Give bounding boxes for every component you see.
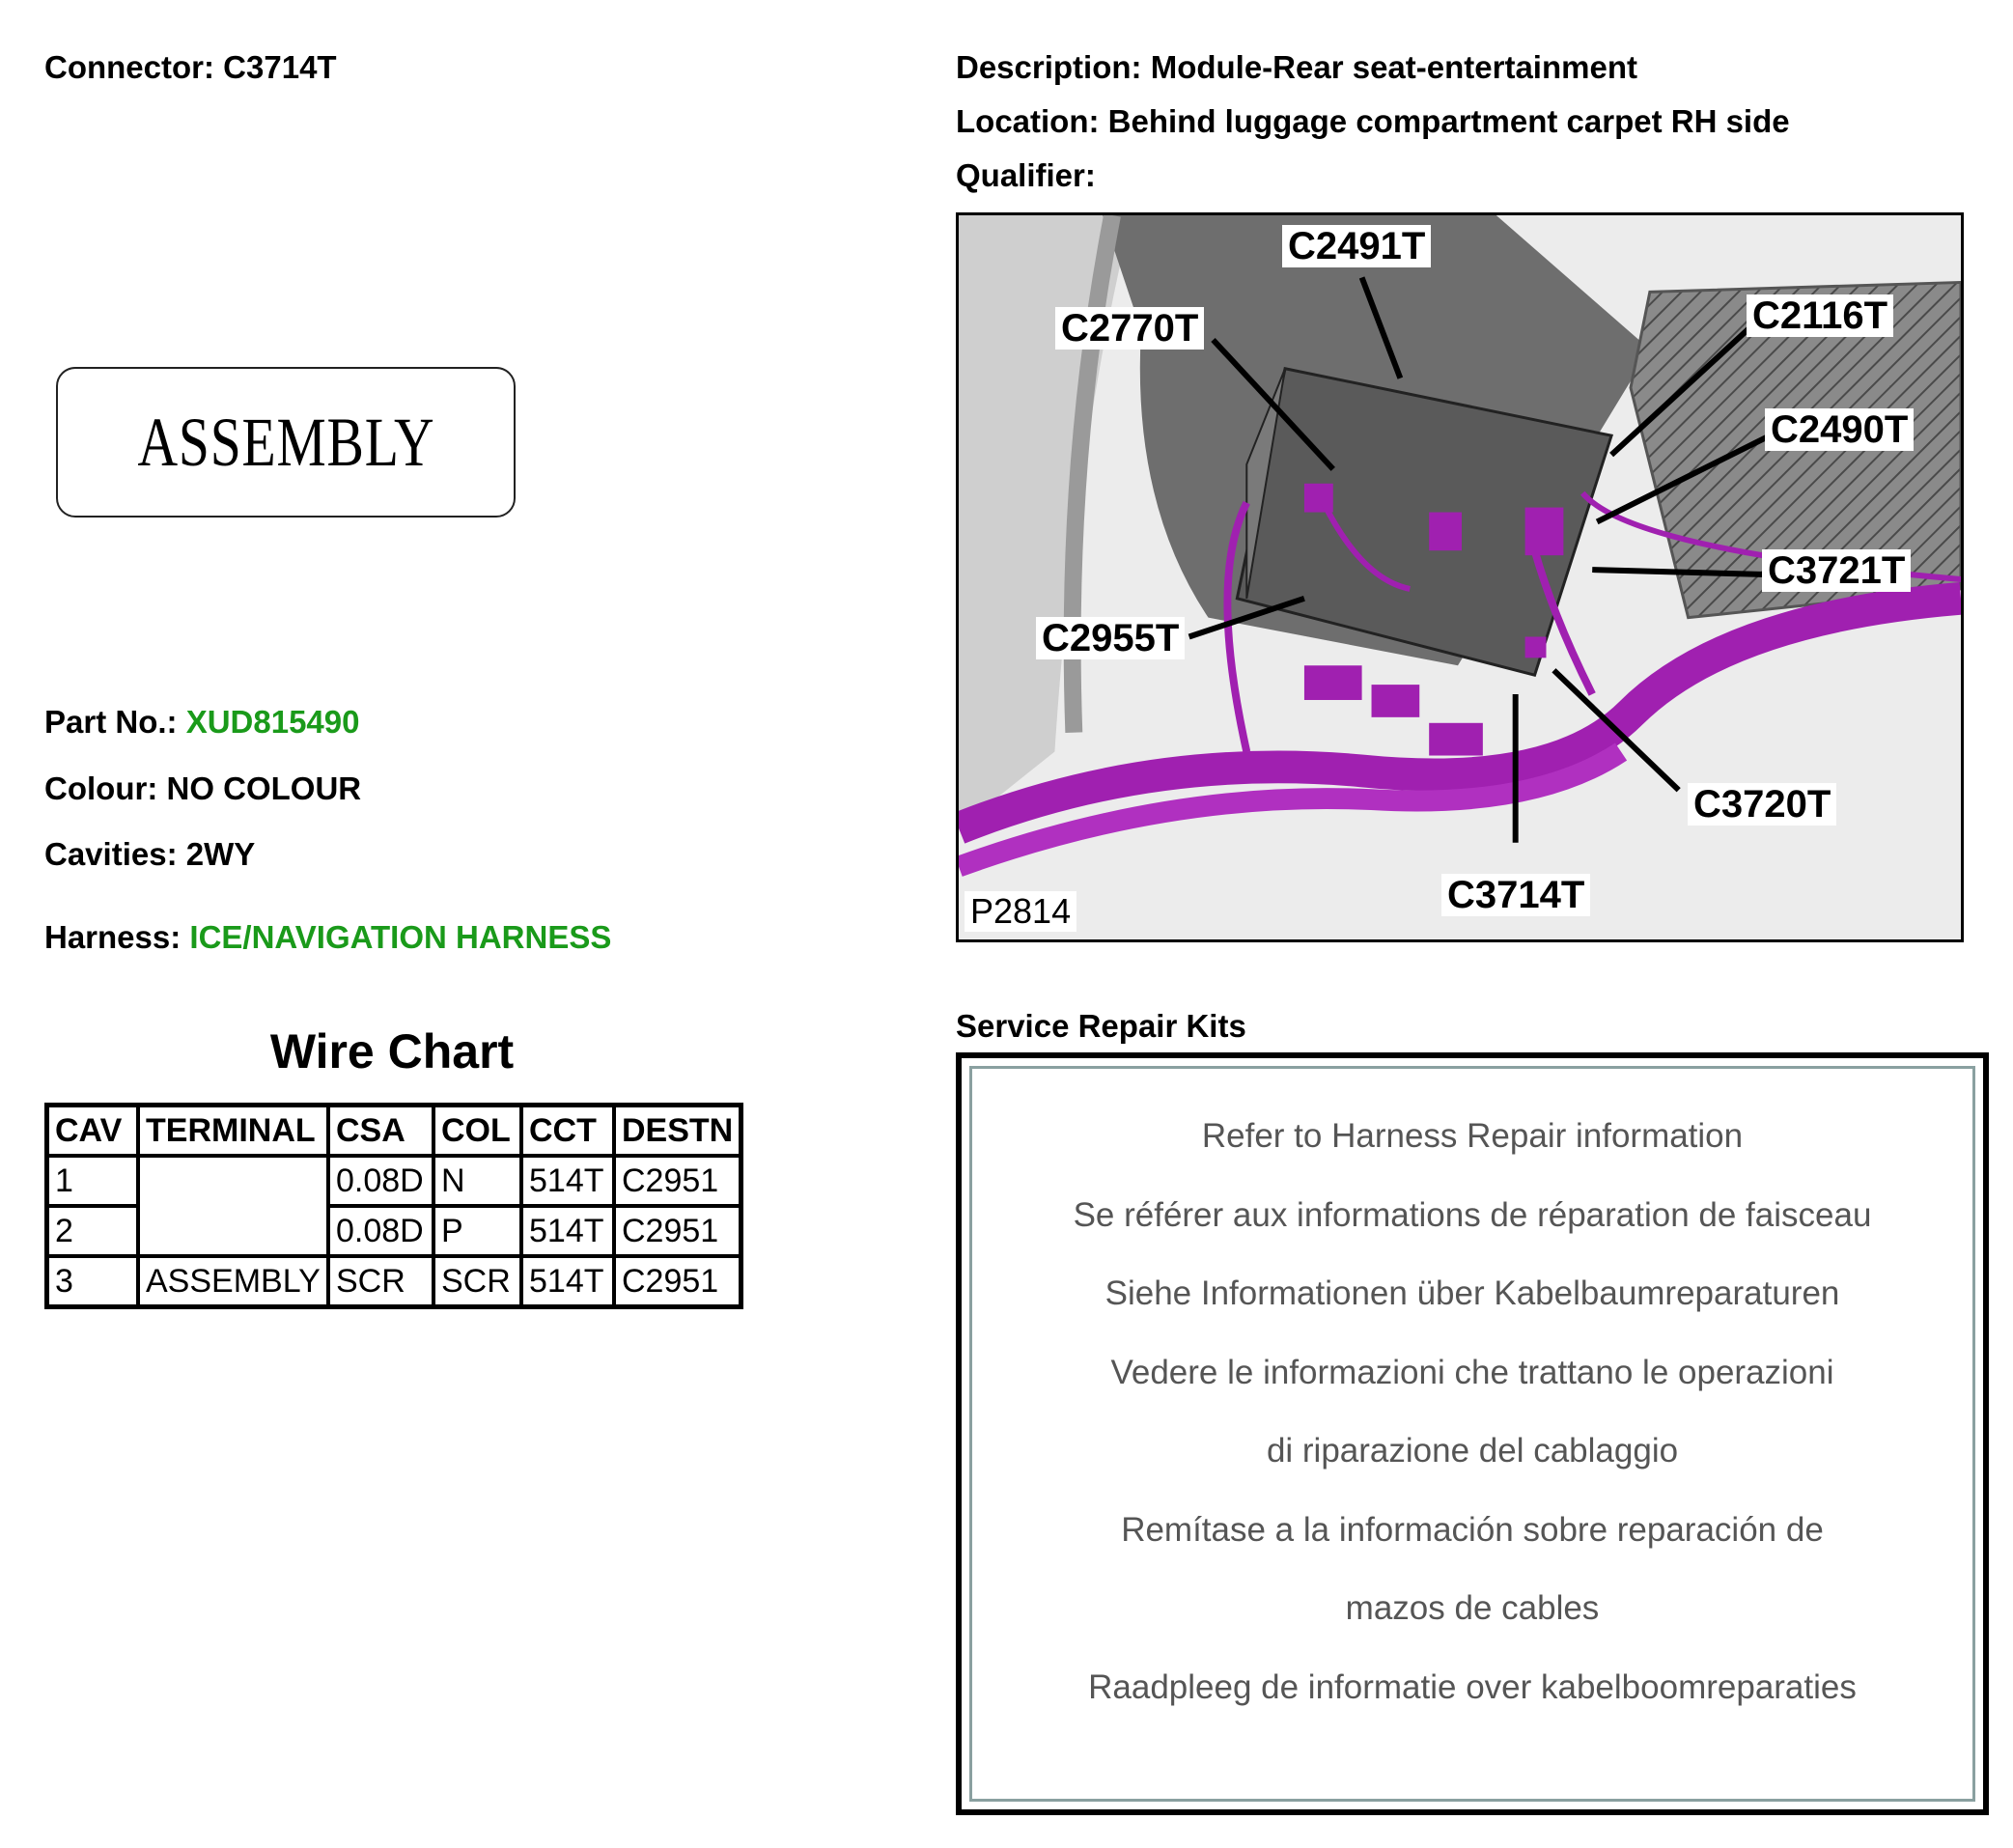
service-repair-kits-title: Service Repair Kits <box>956 1008 1246 1044</box>
cell-csa: 0.08D <box>328 1156 433 1206</box>
table-row <box>47 1256 741 1307</box>
cell-col: P <box>433 1206 521 1256</box>
wire-chart-table <box>44 1103 743 1309</box>
cell-col: SCR <box>433 1256 521 1307</box>
description-label: Description: <box>956 49 1142 85</box>
repair-info-line: Raadpleeg de informatie over kabelboomreparaties <box>1088 1667 1857 1706</box>
part-no-label: Part No.: <box>44 704 178 740</box>
cell-csa: SCR <box>328 1256 433 1307</box>
cell-destn: C2951 <box>614 1256 741 1307</box>
qualifier-label: Qualifier: <box>956 157 1096 193</box>
connector-value: C3714T <box>223 49 337 85</box>
cell-cct: 514T <box>521 1206 614 1256</box>
table-header-row <box>47 1106 741 1157</box>
callout-c2490t: C2490T <box>1765 408 1914 451</box>
cell-terminal <box>138 1156 328 1256</box>
harness-line <box>44 918 611 957</box>
cell-cav: 3 <box>47 1256 139 1307</box>
part-no-line <box>44 703 359 742</box>
column-header-col: COL <box>433 1106 521 1157</box>
cavities-value: 2WY <box>185 836 256 872</box>
cavities-label: Cavities: <box>44 836 178 872</box>
column-header-terminal: TERMINAL <box>138 1106 328 1157</box>
wire-chart-title: Wire Chart <box>269 1024 515 1078</box>
cell-csa: 0.08D <box>328 1206 433 1256</box>
location-line <box>956 102 1790 141</box>
service-repair-kits-panel <box>969 1066 1975 1802</box>
callout-c2955t: C2955T <box>1036 617 1185 659</box>
cell-cct: 514T <box>521 1156 614 1206</box>
colour-value: NO COLOUR <box>166 770 362 806</box>
repair-info-line: mazos de cables <box>1345 1589 1600 1627</box>
description-line <box>956 48 1637 87</box>
cell-cct: 514T <box>521 1256 614 1307</box>
cell-destn: C2951 <box>614 1156 741 1206</box>
cell-col: N <box>433 1156 521 1206</box>
table-row <box>47 1156 741 1206</box>
repair-info-line: Se référer aux informations de réparation de faisceau <box>1073 1195 1872 1234</box>
repair-info-line: Remítase a la información sobre reparación de <box>1121 1510 1824 1549</box>
repair-info-line: Refer to Harness Repair information <box>1201 1117 1744 1155</box>
cavities-line <box>44 835 255 874</box>
connector-label: Connector: <box>44 49 214 85</box>
callout-c2770t: C2770T <box>1055 307 1204 350</box>
colour-label: Colour: <box>44 770 158 806</box>
column-header-destn: DESTN <box>614 1106 741 1157</box>
location-label: Location: <box>956 103 1100 139</box>
repair-info-line: Siehe Informationen über Kabelbaumreparaturen <box>1104 1274 1840 1312</box>
repair-info-line: di riparazione del cablaggio <box>1266 1432 1679 1470</box>
callout-c3721t: C3721T <box>1762 549 1911 592</box>
cell-terminal: ASSEMBLY <box>138 1256 328 1307</box>
service-repair-kits-box <box>956 1052 1989 1815</box>
location-value: Behind luggage compartment carpet RH side <box>1107 103 1790 139</box>
colour-line <box>44 770 361 808</box>
harness-label: Harness: <box>44 919 182 955</box>
repair-info-line: Vedere le informazioni che trattano le operazioni <box>1110 1353 1834 1391</box>
callout-c3714t: C3714T <box>1441 874 1590 916</box>
cell-destn: C2951 <box>614 1206 741 1256</box>
callout-c2491t: C2491T <box>1282 225 1431 267</box>
assembly-label: ASSEMBLY <box>137 403 434 481</box>
callout-c2116t: C2116T <box>1747 294 1893 337</box>
qualifier-line <box>956 156 1096 195</box>
photo-reference-id: P2814 <box>965 891 1076 932</box>
harness-link[interactable]: ICE/NAVIGATION HARNESS <box>189 919 612 955</box>
column-header-cct: CCT <box>521 1106 614 1157</box>
cell-cav: 2 <box>47 1206 139 1256</box>
column-header-cav: CAV <box>47 1106 139 1157</box>
cell-cav: 1 <box>47 1156 139 1206</box>
connector-line <box>44 48 337 87</box>
connector-face-view <box>56 367 516 518</box>
description-value: Module-Rear seat-entertainment <box>1150 49 1637 85</box>
part-no-link[interactable]: XUD815490 <box>185 704 360 740</box>
column-header-csa: CSA <box>328 1106 433 1157</box>
callout-c3720t: C3720T <box>1688 783 1836 826</box>
location-photo <box>956 212 1964 942</box>
